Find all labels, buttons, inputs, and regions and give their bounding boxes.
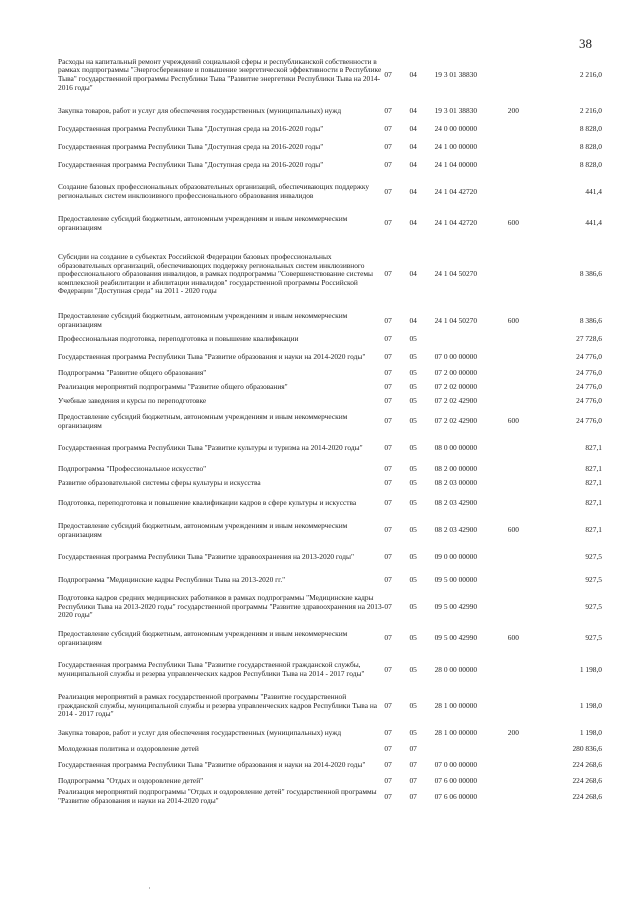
row-subsection-code: 05: [409, 601, 417, 611]
row-amount: 224 268,6: [572, 791, 602, 801]
table-row: [58, 48, 602, 102]
row-expense-type: [508, 756, 539, 774]
row-description: Предоставление субсидий бюджетным, автономным учреждениям и иным некоммерческим организациям: [58, 213, 348, 232]
row-target-article: [435, 742, 508, 756]
row-target-article: 28 1 00 00000: [434, 727, 478, 737]
table-row: [58, 490, 602, 517]
row-section-code: 07: [384, 498, 392, 508]
row-amount: 280 836,6: [572, 743, 602, 753]
row-description: Профессиональная подготовка, переподготовка и повышение квалификации: [58, 333, 299, 343]
row-amount: 224 268,6: [572, 775, 602, 785]
row-expense-type: [508, 544, 539, 571]
row-amount: 2 216,0: [579, 105, 602, 115]
row-amount: 24 776,0: [576, 381, 602, 391]
row-section-code: 07: [384, 69, 392, 79]
row-subsection-code: 04: [409, 269, 417, 279]
row-target-article: 08 0 00 00000: [434, 443, 478, 453]
table-row: [58, 688, 602, 724]
row-description: Государственная программа Республики Тыва "Развитие здравоохранения на 2013-2020 годы": [58, 552, 355, 562]
row-section-code: 07: [384, 633, 392, 643]
row-expense-type: [508, 435, 539, 462]
row-section-code: 07: [384, 700, 392, 710]
row-subsection-code: 05: [409, 552, 417, 562]
row-target-article: 08 2 00 00000: [434, 463, 478, 473]
row-target-article: [435, 330, 508, 348]
row-amount: 24 776,0: [576, 395, 602, 405]
table-row: [58, 408, 602, 435]
row-expense-type: [508, 366, 539, 380]
row-subsection-code: 05: [409, 463, 417, 473]
row-subsection-code: 04: [409, 105, 417, 115]
row-expense-type: [508, 348, 539, 366]
row-expense-type: [508, 156, 539, 174]
table-row: [58, 174, 602, 210]
budget-table: [58, 48, 602, 806]
row-amount: 827,1: [585, 525, 602, 535]
row-amount: 827,1: [585, 498, 602, 508]
table-row: [58, 652, 602, 688]
row-subsection-code: 07: [409, 791, 417, 801]
row-amount: 441,4: [585, 218, 602, 228]
row-subsection-code: 04: [409, 69, 417, 79]
row-target-article: 24 1 04 50270: [434, 269, 478, 279]
table-row: [58, 348, 602, 366]
row-subsection-code: 05: [409, 664, 417, 674]
row-description: Молодежная политика и оздоровление детей: [58, 743, 199, 753]
row-target-article: 09 5 00 42990: [434, 633, 478, 643]
table-row: [58, 312, 602, 330]
row-amount: 927,5: [585, 552, 602, 562]
row-subsection-code: 05: [409, 367, 417, 377]
row-subsection-code: 04: [409, 159, 417, 169]
row-description: Предоставление субсидий бюджетным, автономным учреждениям и иным некоммерческим организациям: [58, 520, 348, 539]
row-target-article: 07 6 00 00000: [434, 775, 478, 785]
row-description: Подготовка кадров средних медицинских работников в рамках подпрограммы "Медицинские кадры Республики Тыва на 2013-2020 годы" государственной программы "Развитие здравоохранения на 2013-2020 годы": [58, 593, 385, 620]
row-target-article: 07 0 00 00000: [434, 351, 478, 361]
row-section-code: 07: [384, 395, 392, 405]
row-expense-type: 200: [507, 105, 519, 115]
row-section-code: 07: [384, 218, 392, 228]
table-row: [58, 330, 602, 348]
row-expense-type: [508, 394, 539, 408]
row-section-code: 07: [384, 759, 392, 769]
row-subsection-code: 05: [409, 395, 417, 405]
row-amount: 8 386,6: [579, 315, 602, 325]
row-expense-type: [508, 688, 539, 724]
row-expense-type: [508, 476, 539, 490]
row-subsection-code: 07: [409, 775, 417, 785]
row-section-code: 07: [384, 123, 392, 133]
row-subsection-code: 05: [409, 443, 417, 453]
row-subsection-code: 05: [409, 498, 417, 508]
row-section-code: 07: [384, 159, 392, 169]
table-row: [58, 544, 602, 571]
row-expense-type: 200: [507, 727, 519, 737]
row-subsection-code: 05: [409, 416, 417, 426]
row-description: Подпрограмма "Профессиональное искусство": [58, 463, 207, 473]
row-section-code: 07: [384, 351, 392, 361]
table-row: [58, 756, 602, 774]
table-row: [58, 462, 602, 476]
page-number: 38: [579, 36, 592, 51]
row-amount: 1 198,0: [579, 727, 602, 737]
row-description: Подпрограмма "Развитие общего образования": [58, 367, 207, 377]
row-expense-type: [508, 742, 539, 756]
table-row: [58, 120, 602, 138]
table-row: [58, 138, 602, 156]
table-row: [58, 589, 602, 625]
table-row: [58, 237, 602, 312]
row-section-code: 07: [384, 574, 392, 584]
row-description: Подготовка, переподготовка и повышение квалификации кадров в сфере культуры и искусства: [58, 498, 357, 508]
row-expense-type: [508, 380, 539, 394]
row-description: Государственная программа Республики Тыва "Доступная среда на 2016-2020 годы": [58, 123, 324, 133]
row-subsection-code: 07: [409, 743, 417, 753]
row-subsection-code: 05: [409, 727, 417, 737]
table-row: [58, 210, 602, 237]
row-target-article: 07 2 02 42900: [434, 395, 478, 405]
row-amount: 8 828,0: [579, 159, 602, 169]
row-description: Расходы на капитальный ремонт учреждений социальной сферы и республиканской собственности в рамках подпрограммы "Энергосбережение и повышение энергетической эффективности в Республике Тыва" государственной программы Республики Тыва "Развитие энергетики Республики Тыва на 2014-2016 годы": [58, 56, 382, 92]
table-row: [58, 380, 602, 394]
row-description: Государственная программа Республики Тыва "Доступная среда на 2016-2020 годы": [58, 141, 324, 151]
row-target-article: 07 6 06 00000: [434, 791, 478, 801]
budget-table-body: [58, 48, 602, 806]
row-expense-type: [508, 774, 539, 788]
table-row: [58, 571, 602, 589]
row-amount: 24 776,0: [576, 416, 602, 426]
row-section-code: 07: [384, 416, 392, 426]
row-target-article: 08 2 03 00000: [434, 477, 478, 487]
row-subsection-code: 07: [409, 759, 417, 769]
row-section-code: 07: [384, 333, 392, 343]
row-subsection-code: 04: [409, 186, 417, 196]
row-expense-type: [508, 48, 539, 102]
row-amount: 1 198,0: [579, 664, 602, 674]
row-subsection-code: 04: [409, 218, 417, 228]
row-section-code: 07: [384, 141, 392, 151]
row-description: Подпрограмма "Отдых и оздоровление детей": [58, 775, 204, 785]
row-target-article: 09 0 00 00000: [434, 552, 478, 562]
row-target-article: 08 2 03 42900: [434, 498, 478, 508]
table-row: [58, 517, 602, 544]
row-amount: 827,1: [585, 477, 602, 487]
row-section-code: 07: [384, 269, 392, 279]
row-section-code: 07: [384, 552, 392, 562]
row-description: Государственная программа Республики Тыва "Развитие образования и науки на 2014-2020 годы": [58, 351, 366, 361]
row-section-code: 07: [384, 381, 392, 391]
row-target-article: 28 1 00 00000: [434, 700, 478, 710]
row-section-code: 07: [384, 443, 392, 453]
row-description: Предоставление субсидий бюджетным, автономным учреждениям и иным некоммерческим организациям: [58, 411, 348, 430]
row-target-article: 07 2 02 42900: [434, 416, 478, 426]
row-expense-type: 600: [507, 218, 519, 228]
row-expense-type: [508, 237, 539, 312]
row-description: Закупка товаров, работ и услуг для обеспечения государственных (муниципальных) нужд: [58, 727, 342, 737]
table-row: [58, 625, 602, 652]
row-target-article: 24 1 00 00000: [434, 141, 478, 151]
row-amount: 27 728,6: [576, 333, 602, 343]
row-amount: 24 776,0: [576, 367, 602, 377]
row-section-code: 07: [384, 105, 392, 115]
row-amount: 24 776,0: [576, 351, 602, 361]
row-target-article: 19 3 01 38830: [434, 105, 478, 115]
table-row: [58, 742, 602, 756]
row-expense-type: [508, 490, 539, 517]
row-section-code: 07: [384, 315, 392, 325]
row-target-article: 07 0 00 00000: [434, 759, 478, 769]
table-row: [58, 102, 602, 120]
row-target-article: 07 2 02 00000: [434, 381, 478, 391]
row-target-article: 08 2 03 42900: [434, 525, 478, 535]
row-amount: 827,1: [585, 443, 602, 453]
row-amount: 441,4: [585, 186, 602, 196]
row-subsection-code: 04: [409, 315, 417, 325]
row-section-code: 07: [384, 477, 392, 487]
row-amount: 2 216,0: [579, 69, 602, 79]
row-section-code: 07: [384, 525, 392, 535]
table-row: [58, 774, 602, 788]
row-subsection-code: 05: [409, 351, 417, 361]
row-subsection-code: 05: [409, 381, 417, 391]
row-expense-type: [508, 788, 539, 806]
row-amount: 927,5: [585, 574, 602, 584]
row-subsection-code: 05: [409, 333, 417, 343]
row-subsection-code: 05: [409, 477, 417, 487]
table-row: [58, 435, 602, 462]
row-target-article: 24 0 00 00000: [434, 123, 478, 133]
row-section-code: 07: [384, 727, 392, 737]
row-target-article: 19 3 01 38830: [434, 69, 478, 79]
row-section-code: 07: [384, 463, 392, 473]
row-description: Реализация мероприятий подпрограммы "Отдых и оздоровление детей" государственной программы "Развитие образования и науки на 2014-2020 годы": [58, 787, 377, 805]
row-subsection-code: 05: [409, 574, 417, 584]
row-description: Реализация мероприятий в рамках государственной программы "Развитие государственной гражданской службы, муниципальной службы и резерва управленческих кадров Республики Тыва на 2014 - 2017 годы": [58, 692, 378, 719]
row-subsection-code: 05: [409, 525, 417, 535]
row-section-code: 07: [384, 367, 392, 377]
row-description: Создание базовых профессиональных образовательных организаций, обеспечивающих поддержку региональных систем инклюзивного профессионального образования инвалидов: [58, 182, 370, 200]
table-row: [58, 394, 602, 408]
row-description: Государственная программа Республики Тыва "Доступная среда на 2016-2020 годы": [58, 159, 324, 169]
row-amount: 827,1: [585, 463, 602, 473]
row-section-code: 07: [384, 601, 392, 611]
row-expense-type: [508, 571, 539, 589]
row-description: Реализация мероприятий подпрограммы "Развитие общего образования": [58, 381, 288, 391]
row-expense-type: [508, 330, 539, 348]
row-target-article: 24 1 04 42720: [434, 186, 478, 196]
row-description: Предоставление субсидий бюджетным, автономным учреждениям и иным некоммерческим организациям: [58, 311, 348, 329]
table-row: [58, 724, 602, 742]
row-target-article: 24 1 04 00000: [434, 159, 478, 169]
row-expense-type: 600: [507, 416, 519, 426]
row-section-code: 07: [384, 775, 392, 785]
row-expense-type: [508, 462, 539, 476]
row-amount: 224 268,6: [572, 759, 602, 769]
row-amount: 1 198,0: [579, 700, 602, 710]
row-description: Развитие образовательной системы сферы культуры и искусства: [58, 477, 261, 487]
row-amount: 8 828,0: [579, 141, 602, 151]
row-expense-type: 600: [507, 633, 519, 643]
row-description: Предоставление субсидий бюджетным, автономным учреждениям и иным некоммерческим организациям: [58, 628, 348, 647]
row-description: Закупка товаров, работ и услуг для обеспечения государственных (муниципальных) нужд: [58, 105, 342, 115]
table-row: [58, 366, 602, 380]
row-description: Государственная программа Республики Тыва "Развитие государственной гражданской службы, муниципальной службы и резерва управленческих кадров Республики Тыва на 2014 - 2017 годы": [58, 660, 365, 678]
scan-speck: [149, 887, 150, 889]
row-target-article: 09 5 00 00000: [434, 574, 478, 584]
row-target-article: 07 2 00 00000: [434, 367, 478, 377]
row-subsection-code: 04: [409, 141, 417, 151]
row-expense-type: [508, 138, 539, 156]
table-row: [58, 476, 602, 490]
row-expense-type: [508, 589, 539, 625]
row-target-article: 09 5 00 42990: [434, 601, 478, 611]
row-section-code: 07: [384, 791, 392, 801]
row-description: Субсидии на создание в субъектах Российской Федерации базовых профессиональных образовательных организаций, обеспечивающих поддержку региональных систем инклюзивного профессионального образования инвалидов, в рамках подпрограммы "Совершенствование системы комплексной реабилитации и абилитации инвалидов" государственной программы Российской Федерации "Доступная среда" на 2011 - 2020 годы: [58, 252, 373, 296]
row-description: Подпрограмма "Медицинские кадры Республики Тыва на 2013-2020 гг.": [58, 574, 286, 584]
row-expense-type: [508, 120, 539, 138]
row-amount: 927,5: [585, 601, 602, 611]
row-section-code: 07: [384, 664, 392, 674]
row-target-article: 28 0 00 00000: [434, 664, 478, 674]
row-target-article: 24 1 04 50270: [434, 315, 478, 325]
row-expense-type: 600: [507, 525, 519, 535]
row-section-code: 07: [384, 743, 392, 753]
row-description: Государственная программа Республики Тыва "Развитие образования и науки на 2014-2020 годы": [58, 759, 366, 769]
table-row: [58, 788, 602, 806]
row-amount: 8 386,6: [579, 269, 602, 279]
row-description: Учебные заведения и курсы по переподготовке: [58, 395, 207, 405]
row-subsection-code: 05: [409, 700, 417, 710]
row-target-article: 24 1 04 42720: [434, 218, 478, 228]
row-amount: 927,5: [585, 633, 602, 643]
row-expense-type: [508, 174, 539, 210]
row-subsection-code: 05: [409, 633, 417, 643]
row-section-code: 07: [384, 186, 392, 196]
row-subsection-code: 04: [409, 123, 417, 133]
row-amount: 8 828,0: [579, 123, 602, 133]
table-row: [58, 156, 602, 174]
row-expense-type: [508, 652, 539, 688]
row-expense-type: 600: [507, 315, 519, 325]
row-description: Государственная программа Республики Тыва "Развитие культуры и туризма на 2014-2020 годы": [58, 443, 363, 453]
